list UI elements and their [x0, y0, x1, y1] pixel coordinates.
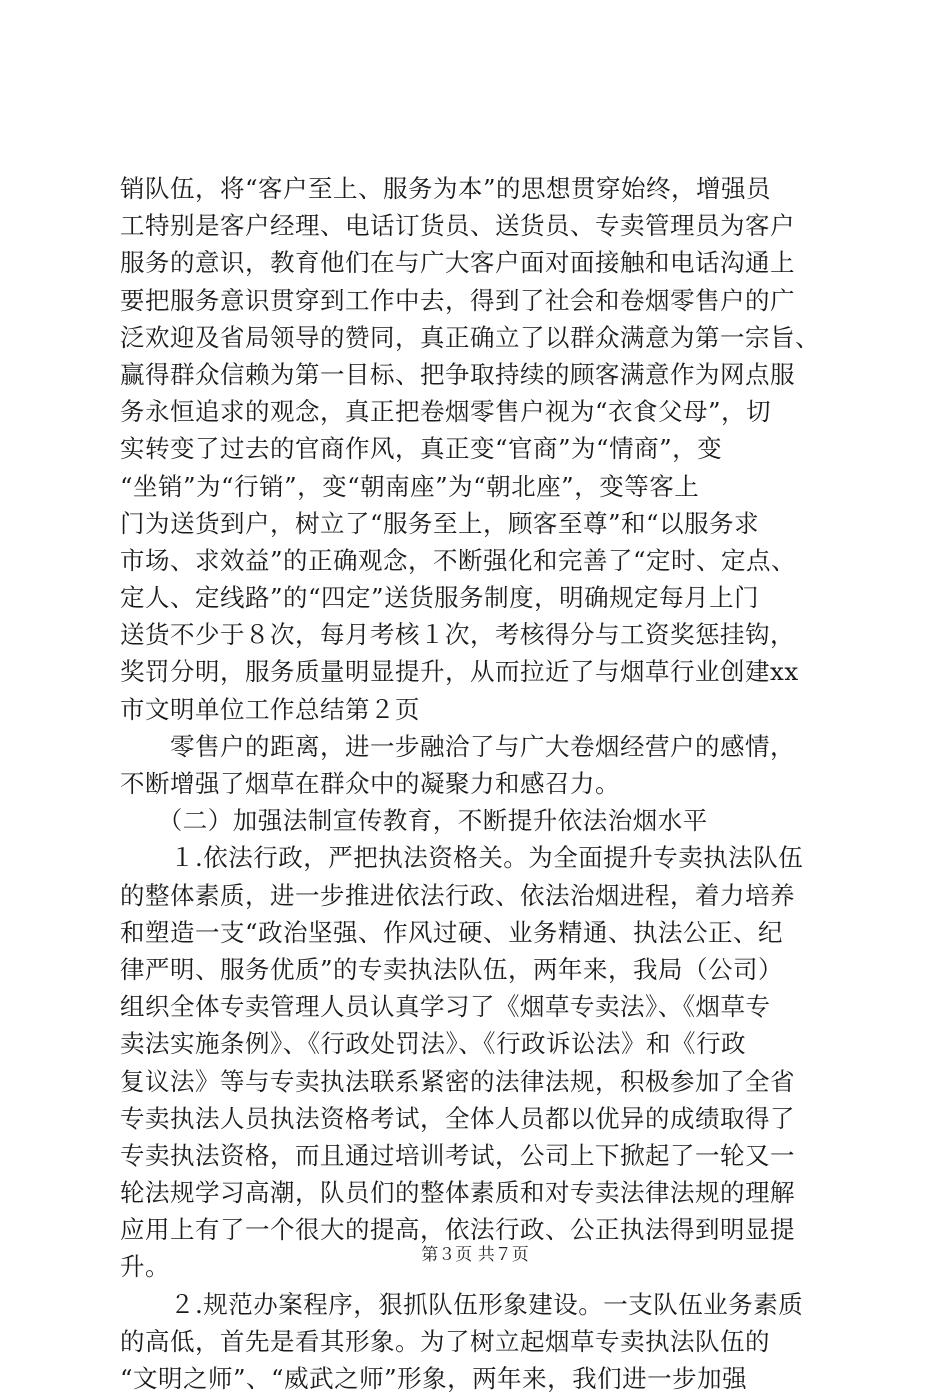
text-line: 服务的意识，教育他们在与广大客户面对面接触和电话沟通上	[120, 248, 795, 278]
text-line: 要把服务意识贯穿到工作中去，得到了社会和卷烟零售户的广	[120, 285, 795, 315]
text-line: 专卖执法资格，而且通过培训考试，公司上下掀起了一轮又一	[120, 1140, 795, 1170]
text-line: 送货不少于８次，每月考核１次，考核得分与工资奖惩挂钩，	[120, 620, 795, 650]
text-line: 赢得群众信赖为第一目标、把争取持续的顾客满意作为网点服	[120, 359, 795, 389]
text-line: 实转变了过去的官商作风，真正变“官商”为“情商”，变	[120, 434, 723, 464]
document-body	[120, 170, 840, 1397]
section-heading: （二）加强法制宣传教育，不断提升依法治烟水平	[120, 806, 708, 836]
text-line: 销队伍，将“客户至上、服务为本”的思想贯穿始终，增强员	[120, 174, 772, 203]
text-line: 市场、求效益”的正确观念，不断强化和完善了“定时、定点、	[120, 545, 797, 575]
text-line: ２.规范办案程序，狠抓队伍形象建设。一支队伍业务素质	[120, 1289, 804, 1319]
text-line: 的整体素质，进一步推进依法行政、依法治烟进程，着力培养	[120, 880, 795, 910]
text-line: 定人、定线路”的“四定”送货服务制度，明确规定每月上门	[120, 583, 760, 613]
text-line: 卖法实施条例》、《行政处罚法》、《行政诉讼法》和《行政	[120, 1029, 746, 1059]
text-line: 和塑造一支“政治坚强、作风过硬、业务精通、执法公正、纪	[120, 917, 784, 947]
text-line: 升。	[120, 1252, 170, 1282]
text-line: 务永恒追求的观念，真正把卷烟零售户视为“衣食父母”，切	[120, 397, 772, 427]
text-line: 门为送货到户，树立了“服务至上，顾客至尊”和“以服务求	[120, 508, 760, 538]
page-number-footer: 第３页 共７页	[421, 1245, 529, 1265]
text-line: 应用上有了一个很大的提高，依法行政、公正执法得到明显提	[120, 1215, 795, 1245]
text-line: 律严明、服务优质”的专卖执法队伍，两年来，我局（公司）	[120, 954, 784, 984]
text-line: 专卖执法人员执法资格考试，全体人员都以优异的成绩取得了	[120, 1103, 795, 1133]
text-line: 奖罚分明，服务质量明显提升，从而拉近了与烟草行业创建xx	[120, 657, 799, 687]
text-line: 市文明单位工作总结第２页	[120, 694, 420, 724]
text-line: １.依法行政，严把执法资格关。为全面提升专卖执法队伍	[120, 843, 804, 873]
text-line: 复议法》等与专卖执法联系紧密的法律法规，积极参加了全省	[120, 1066, 795, 1096]
text-line: 的高低，首先是看其形象。为了树立起烟草专卖执法队伍的	[120, 1326, 770, 1356]
text-line: 轮法规学习高潮，队员们的整体素质和对专卖法律法规的理解	[120, 1178, 795, 1208]
text-line: “坐销”为“行销”，变“朝南座”为“朝北座”，变等客上	[120, 471, 700, 501]
text-line: 零售户的距离，进一步融洽了与广大卷烟经营户的感情，	[120, 731, 795, 761]
text-line: 不断增强了烟草在群众中的凝聚力和感召力。	[120, 769, 620, 798]
text-line: 组织全体专卖管理人员认真学习了《烟草专卖法》、《烟草专	[120, 992, 771, 1022]
text-line: 工特别是客户经理、电话订货员、送货员、专卖管理员为客户	[120, 211, 795, 241]
text-line: 泛欢迎及省局领导的赞同，真正确立了以群众满意为第一宗旨、	[120, 322, 820, 352]
text-line: “文明之师”、“威武之师”形象，两年来，我们进一步加强	[120, 1364, 748, 1393]
